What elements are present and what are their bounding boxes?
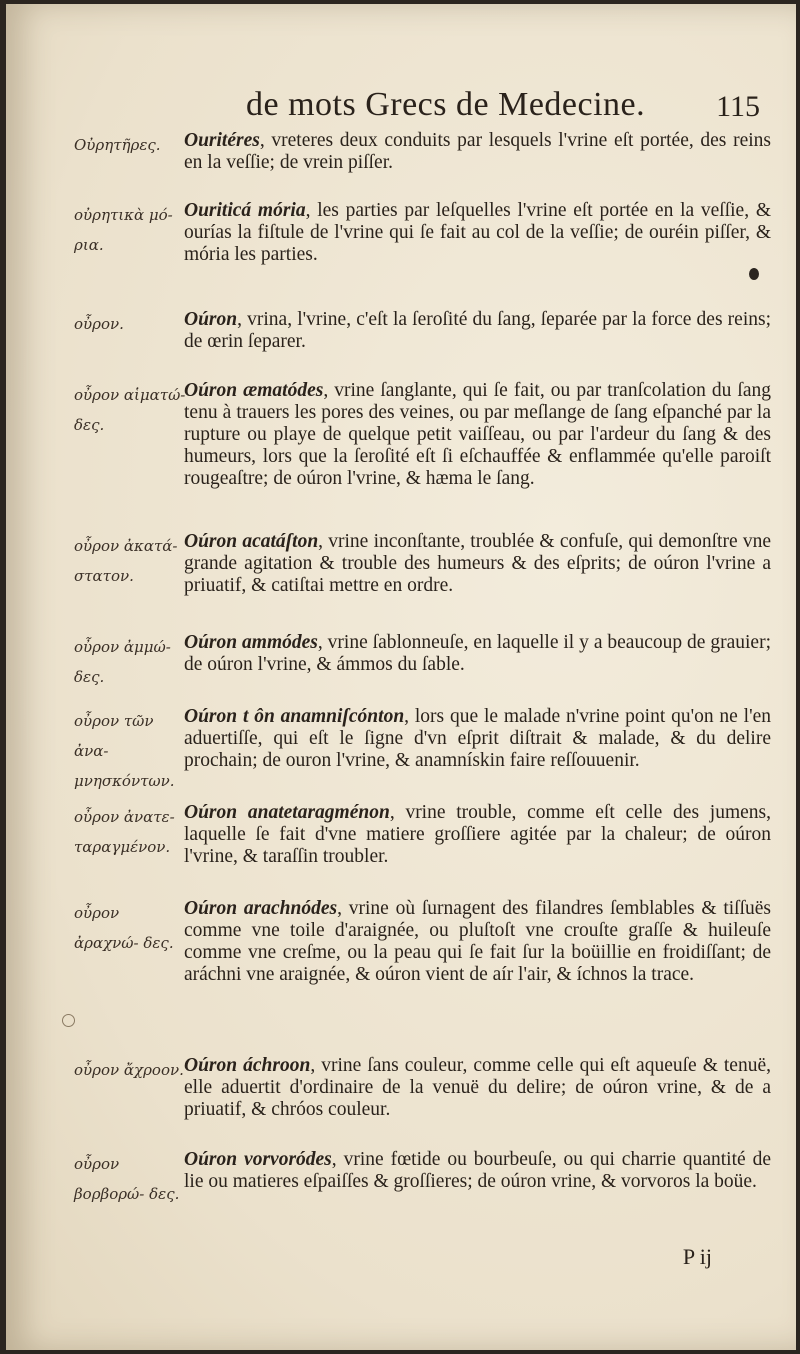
greek-term: οὖρον αἱματώ- δες. <box>74 386 186 434</box>
headword: Oúron <box>184 309 238 330</box>
definition <box>184 130 771 174</box>
ink-blot <box>749 268 759 280</box>
headword: Oúron acatáſton <box>184 531 319 552</box>
paper-hole <box>62 1014 75 1027</box>
headword: Oúron æmatódes <box>184 380 324 401</box>
book-page <box>6 4 796 1350</box>
greek-term: οὖρον. <box>74 315 124 333</box>
headword: Oúron arachnódes <box>184 898 338 919</box>
definition <box>184 1149 771 1193</box>
greek-term: οὖρον ἀραχνώ- δες. <box>74 904 174 952</box>
page-number: 115 <box>716 90 760 123</box>
signature-mark: P ij <box>682 1244 712 1269</box>
greek-term: οὖρον ἀκατά- στατον. <box>74 537 178 585</box>
definition-text: , vrine où ſurnagent des filandres ſemblables & tiſſuës comme vne toile d'araignée, ou pluſtoſt vne crouſte graſſe & huileuſe comme vne creſme, ou la peau qui ſe fait ſur la boüillie en froidiſſant; de aráchni vne araignée, & oúron vient de aír l'air, & íchnos la trace. <box>184 898 771 985</box>
headword: Oúron ammódes <box>184 632 318 653</box>
headword: Oúron anatetaragménon <box>184 802 390 823</box>
definition-text: , les parties par leſquelles l'vrine eſt portée en la veſſie, & ourías la fiſtule de l'vrine qui ſe fait au col de la veſſie; de ouréin piſſer, & mória les parties. <box>184 200 771 265</box>
definition-text: , vrine ſanglante, qui ſe fait, ou par tranſcolation du ſang tenu à trauers les pores des veines, ou par meſlange de ſang eſpanché par la rupture ou playe de quelque petit vaiſſeau, ou par l'ardeur du ſang & des humeurs, lors que la ſeroſité eſt ſi eſchauffée & enflammée qu'elle paroiſt rougeaſtre; de oúron l'vrine, & hæma le ſang. <box>184 380 771 489</box>
definition-text: , vrine ſans couleur, comme celle qui eſt aqueuſe & tenuë, elle aduertit d'ordinaire de la venuë du delire; de oúron vrine, & de a priuatif, & chróos couleur. <box>184 1055 771 1120</box>
definition <box>184 309 771 353</box>
headword: Ouriticá mória <box>184 200 306 221</box>
definition <box>184 898 771 986</box>
headword: Oúron t ôn anamniſcónton <box>184 706 405 727</box>
definition <box>184 531 771 597</box>
definition-text: , vrina, l'vrine, c'eſt la ſeroſité du ſang, ſeparée par la force des reins; de œrin ſeparer. <box>184 309 771 352</box>
headword: Oúron vorvoródes <box>184 1149 332 1170</box>
definition <box>184 200 771 266</box>
greek-term: οὖρον ἀνατε- ταραγμένον. <box>74 808 175 856</box>
definition-text: , vrine fœtide ou bourbeuſe, ou qui charrie quantité de lie ou matieres eſpaiſſes & groſſieres; de oúron vrine, & vorvoros la boüe. <box>184 1149 771 1192</box>
definition-text: , vrine inconſtante, troublée & confuſe, qui demonſtre vne grande agitation & trouble des humeurs & des eſprits; de oúron l'vrine a priuatif, & catiſtai mettre en ordre. <box>184 531 771 596</box>
greek-term: οὖρον βορβορώ- δες. <box>74 1155 180 1203</box>
definition <box>184 632 771 676</box>
definition-text: , lors que le malade n'vrine point qu'on ne l'en aduertiſſe, qui eſt le ſigne d'vn eſprit diſtrait & malade, & du delire prochain; de ouron l'vrine, & anamnískin faire reſſouuenir. <box>184 706 772 771</box>
definition-text: , vreteres deux conduits par lesquels l'vrine eſt portée, des reins en la veſſie; de vrein piſſer. <box>184 130 771 173</box>
headword: Ouritéres <box>184 130 260 151</box>
definition <box>184 380 771 490</box>
definition <box>184 706 772 772</box>
definition-text: , vrine ſablonneuſe, en laquelle il y a beaucoup de grauier; de oúron l'vrine, & ámmos du ſable. <box>184 632 771 675</box>
greek-term: Οὐρητῆρες. <box>74 136 161 154</box>
greek-term: οὖρον τῶν ἀνα- μνησκόντων. <box>74 712 175 790</box>
greek-term: οὖρον ἄχροον. <box>74 1061 184 1079</box>
definition <box>184 802 771 868</box>
headword: Oúron áchroon <box>184 1055 311 1076</box>
definition <box>184 1055 771 1121</box>
greek-term: οὐρητικὰ μό- ρια. <box>74 206 173 254</box>
greek-term: οὖρον ἀμμώ- δες. <box>74 638 171 686</box>
running-title: de mots Grecs de Medecine. <box>246 86 646 123</box>
definition-text: , vrine trouble, comme eſt celle des jumens, laquelle ſe fait d'vne matiere groſſiere agitée par la chaleur; de oúron l'vrine, & taraſſin troubler. <box>184 802 771 867</box>
